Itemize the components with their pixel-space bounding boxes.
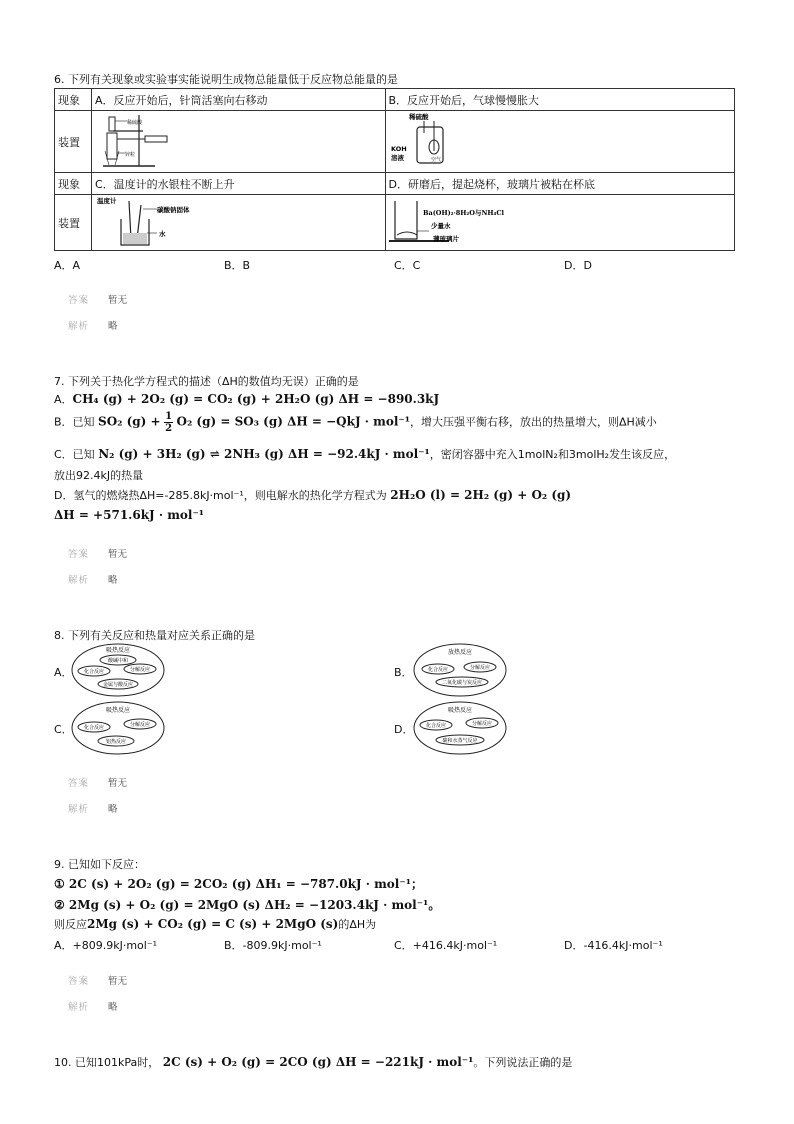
row-label-apparatus-2: 装置: [55, 195, 92, 251]
q8-b-outer-label: 放热反应: [447, 649, 473, 656]
q7-option-b-prefix: B．已知: [54, 415, 95, 429]
q8-title: 8. 下列有关反应和热量对应关系正确的是: [54, 629, 255, 642]
q7-option-c-tail: ，密闭容器中充入1molN₂和3molH₂发生该反应，: [429, 448, 676, 461]
q9-answer-value: 暂无: [108, 976, 128, 987]
q9-analysis-value: 略: [108, 1002, 118, 1013]
label-koh: KOH: [390, 145, 407, 153]
q8-a-left-label: 化合反应: [83, 669, 105, 675]
q9-question: [54, 916, 376, 932]
q8-d-left-label: 化合反应: [425, 723, 447, 729]
q7-option-c[interactable]: [54, 446, 675, 462]
q8-b-left-label: 化合反应: [427, 667, 449, 673]
q8-c-right-label: 分解反应: [129, 722, 151, 728]
q8-answer-label: 答案: [68, 778, 90, 789]
q8-b-bottom-label: 二氧化碳与炭反应: [441, 680, 483, 686]
q8-a-top-label: 酸碱中和: [107, 658, 129, 664]
apparatus-d-cell: [385, 195, 735, 251]
balloon-apparatus-diagram: [389, 111, 469, 169]
q8-diagram-c[interactable]: [70, 700, 166, 756]
q6-analysis-value: 略: [108, 321, 118, 332]
q9-answer-label: 答案: [68, 976, 90, 987]
q9-option-c[interactable]: C．+416.4kJ·mol⁻¹: [394, 939, 498, 952]
q7-option-c-line2: 放出92.4kJ的热量: [54, 469, 144, 482]
q8-b-right-label: 分解反应: [469, 665, 491, 671]
option-a-phenomenon: A．反应开始后，针筒活塞向右移动: [91, 89, 385, 111]
q9-option-a[interactable]: A．+809.9kJ·mol⁻¹: [54, 939, 158, 952]
q8-a-right-label: 分解反应: [129, 667, 151, 673]
q8-diagram-d[interactable]: [412, 700, 508, 756]
q6-option-c[interactable]: C．C: [394, 259, 421, 272]
q7-option-c-prefix: C．已知: [54, 448, 95, 461]
q8-a-outer-label: 吸热反应: [105, 647, 131, 654]
label-dilute-acid-a: 稀硫酸: [126, 120, 142, 126]
q8-option-d-label[interactable]: D．: [394, 723, 414, 736]
q8-diagram-b[interactable]: [412, 642, 508, 698]
q6-option-d[interactable]: D．D: [564, 259, 592, 272]
q6-option-a[interactable]: A．A: [54, 259, 81, 272]
row-label-phenomenon: 现象: [55, 89, 92, 111]
q7-option-b-fraction: [164, 411, 173, 434]
q9-equation-1: ① 2C (s) + 2O₂ (g) = 2CO₂ (g) ΔH₁ = −787.0kJ · mol⁻¹；: [54, 877, 423, 891]
q7-option-d[interactable]: [54, 487, 571, 503]
q7-option-c-equation: N₂ (g) + 3H₂ (g) ⇌ 2NH₃ (g) ΔH = −92.4kJ · mol⁻¹: [98, 447, 430, 461]
q7-answer-label: 答案: [68, 549, 90, 560]
q6-title: 6. 下列有关现象或实验事实能说明生成物总能量低于反应物总能量的是: [54, 73, 398, 86]
fraction-numerator: 1: [165, 411, 173, 422]
q8-option-c-label[interactable]: C．: [54, 723, 73, 736]
q8-c-bottom-label: 铝热反应: [105, 739, 127, 745]
q7-option-a-equation: CH₄ (g) + 2O₂ (g) = CO₂ (g) + 2H₂O (g) ΔH = −890.3kJ: [72, 392, 440, 406]
label-water-c: 水: [158, 230, 166, 238]
label-thin-glass: 薄玻璃片: [432, 235, 459, 243]
q8-a-bottom-label: 金属与酸反应: [102, 682, 134, 688]
q10-title-equation: 2C (s) + O₂ (g) = 2CO (g) ΔH = −221kJ · mol⁻¹: [162, 1055, 474, 1069]
apparatus-b-cell: [385, 111, 735, 173]
q10-title: [54, 1054, 572, 1070]
q6-option-b[interactable]: B．B: [224, 259, 251, 272]
label-zinc: 锌粒: [124, 152, 135, 158]
thermometer-apparatus-diagram: [95, 195, 215, 247]
q7-option-d-text: D．氢气的燃烧热ΔH=-285.8kJ·mol⁻¹，则电解水的热化学方程式为: [54, 489, 387, 502]
q7-option-b[interactable]: [54, 411, 657, 434]
q6-answer-label: 答案: [68, 295, 90, 306]
q9-option-b[interactable]: B．-809.9kJ·mol⁻¹: [224, 939, 322, 952]
q8-analysis-label: 解析: [68, 804, 90, 815]
q8-analysis-value: 略: [108, 804, 118, 815]
q8-answer-value: 暂无: [108, 778, 128, 789]
q7-title: 7. 下列关于热化学方程式的描述（ΔH的数值均无误）正确的是: [54, 375, 359, 388]
q7-option-d-equation-2: ΔH = +571.6kJ · mol⁻¹: [54, 508, 205, 522]
q8-c-outer-label: 吸热反应: [105, 707, 131, 714]
apparatus-c-cell: [91, 195, 385, 251]
q7-option-b-equation-2: O₂ (g) = SO₃ (g) ΔH = −QkJ · mol⁻¹: [176, 414, 411, 429]
q8-d-bottom-label: 碳和水蒸气反应: [442, 738, 478, 744]
q8-diagram-a[interactable]: [70, 642, 166, 698]
q6-table: [54, 88, 735, 251]
q7-answer-value: 暂无: [108, 549, 128, 560]
q10-title-tail: 。下列说法正确的是: [473, 1056, 573, 1069]
q9-question-equation: 2Mg (s) + CO₂ (g) = C (s) + 2MgO (s): [87, 917, 339, 931]
q7-analysis-label: 解析: [68, 575, 90, 586]
q9-title: 9. 已知如下反应：: [54, 858, 145, 871]
label-dilute-acid-b: 稀硫酸: [408, 113, 428, 121]
q7-option-b-tail: ，增大压强平衡右移，放出的热量增大，则ΔH减小: [410, 415, 657, 429]
label-solution: 溶液: [390, 154, 404, 162]
q9-option-d[interactable]: D．-416.4kJ·mol⁻¹: [564, 939, 663, 952]
option-b-phenomenon: B．反应开始后，气球慢慢胀大: [385, 89, 735, 111]
label-little-water: 少量水: [430, 222, 450, 230]
q8-option-a-label[interactable]: A．: [54, 666, 73, 679]
q9-analysis-label: 解析: [68, 1002, 90, 1013]
q7-option-d-equation: 2H₂O (l) = 2H₂ (g) + O₂ (g): [390, 488, 572, 502]
q6-answer-value: 暂无: [108, 295, 128, 306]
q7-option-a-prefix: A．: [54, 393, 73, 406]
row-label-apparatus: 装置: [55, 111, 92, 173]
q10-title-prefix: 10. 已知101kPa时，: [54, 1056, 160, 1069]
q6-analysis-label: 解析: [68, 321, 90, 332]
q9-question-tail: 的ΔH为: [338, 918, 377, 931]
syringe-apparatus-diagram: [95, 111, 175, 169]
label-thermometer: 温度计: [96, 197, 117, 205]
q8-c-left-label: 化合反应: [83, 725, 105, 731]
label-reagents: Ba(OH)₂·8H₂O与NH₄Cl: [422, 209, 504, 217]
apparatus-a-cell: [91, 111, 385, 173]
label-air: 空气: [430, 157, 441, 163]
q8-d-outer-label: 吸热反应: [447, 707, 473, 714]
q7-analysis-value: 略: [108, 575, 118, 586]
option-d-phenomenon: D．研磨后，提起烧杯，玻璃片被粘在杯底: [385, 173, 735, 195]
q8-d-right-label: 分解反应: [471, 721, 493, 727]
beaker-glass-diagram: [389, 195, 529, 247]
q7-option-a[interactable]: [54, 391, 439, 407]
option-c-phenomenon: C．温度计的水银柱不断上升: [91, 173, 385, 195]
q9-equation-2: ② 2Mg (s) + O₂ (g) = 2MgO (s) ΔH₂ = −1203.4kJ · mol⁻¹。: [54, 898, 441, 912]
label-sodium-carbonate: 碳酸钠固体: [156, 206, 190, 214]
q7-option-b-equation-1: SO₂ (g) +: [98, 414, 161, 429]
fraction-denominator: 2: [165, 423, 173, 434]
q9-question-prefix: 则反应: [54, 918, 87, 931]
q8-option-b-label[interactable]: B．: [394, 666, 413, 679]
row-label-phenomenon-2: 现象: [55, 173, 92, 195]
